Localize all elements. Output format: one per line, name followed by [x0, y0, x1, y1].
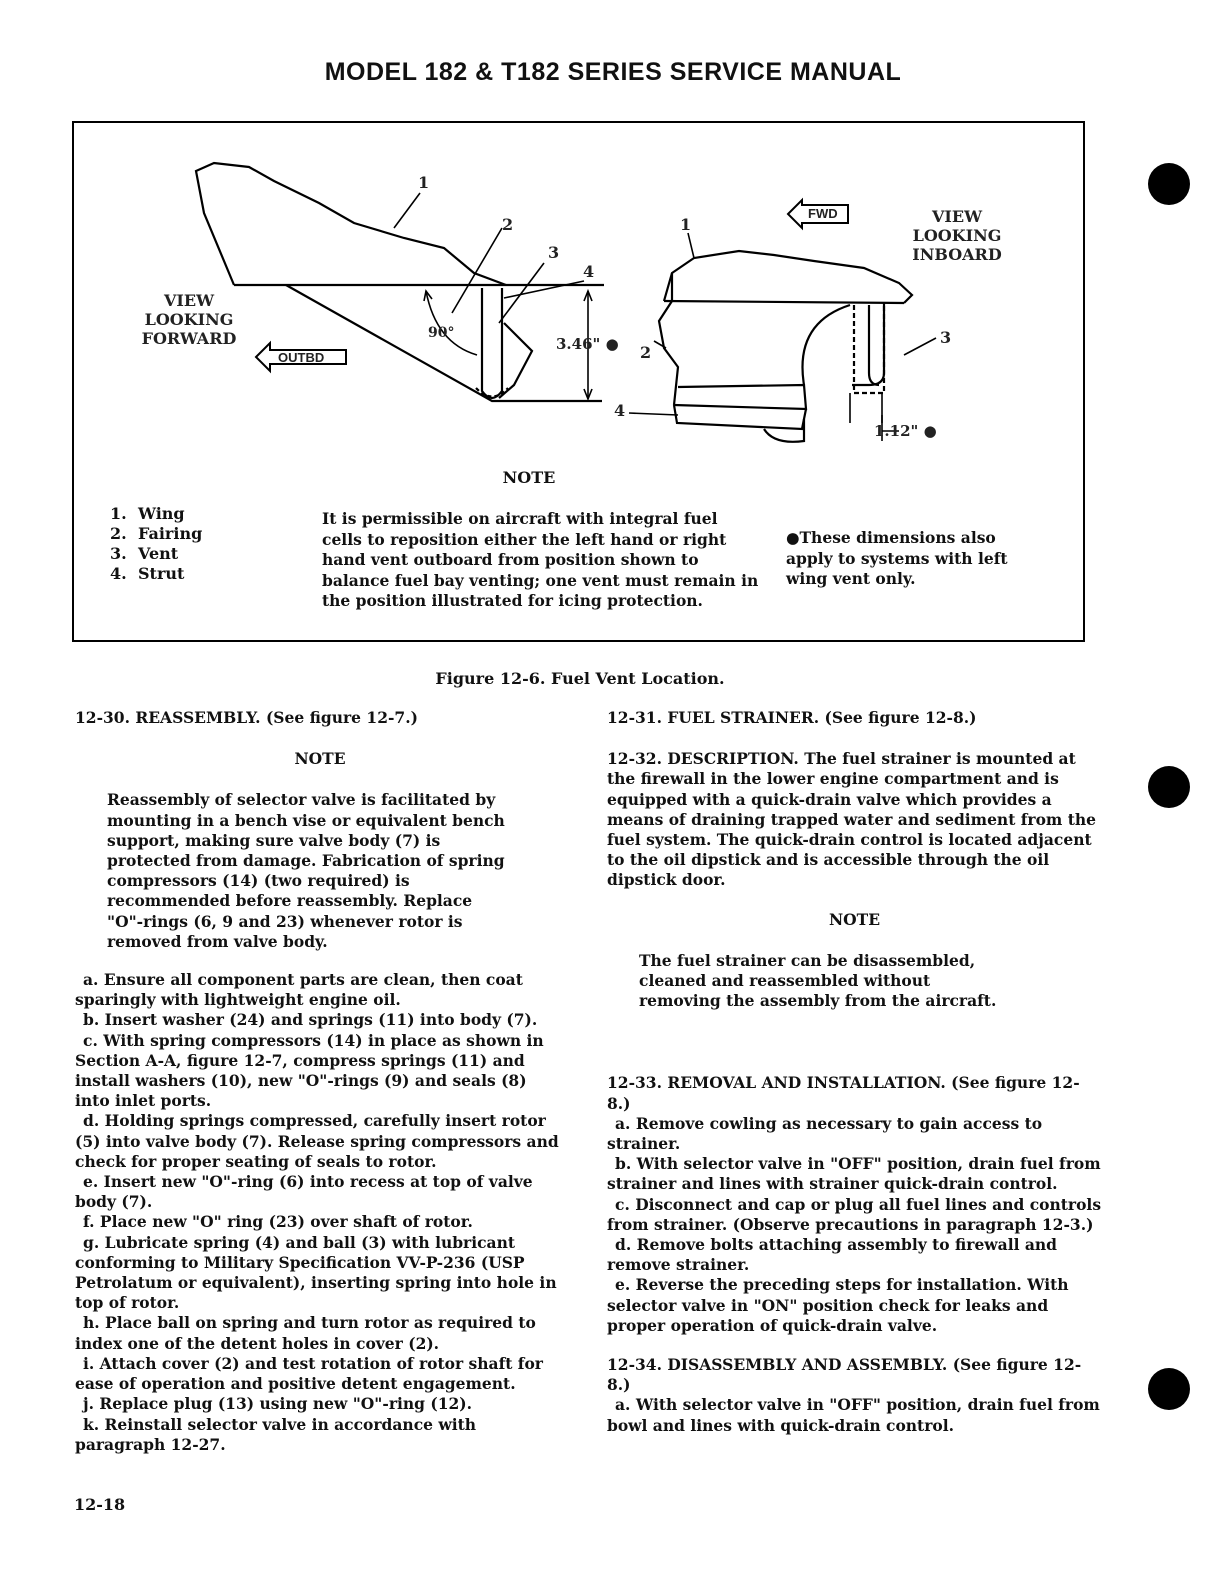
angle-label: 90°: [428, 325, 455, 341]
page-header: MODEL 182 & T182 SERIES SERVICE MANUAL: [324, 58, 902, 86]
dimension-left: 3.46" ●: [556, 335, 619, 353]
step-item: a. Remove cowling as necessary to gain access to strainer.: [607, 1113, 1043, 1154]
callout-left-2: 2: [502, 215, 514, 234]
step-list: [75, 970, 565, 1455]
note-title: NOTE: [294, 749, 346, 769]
section-heading: 12-33. REMOVAL AND INSTALLATION. (See figure 12-8.): [607, 1073, 1080, 1113]
figure-12-6: [72, 121, 1085, 642]
step-item: d. Remove bolts attaching assembly to firewall and remove strainer.: [607, 1235, 1058, 1275]
callout-right-2: 2: [640, 343, 652, 362]
section-heading: 12-34. DISASSEMBLY AND ASSEMBLY. (See figure 12-8.): [607, 1355, 1082, 1395]
binder-hole: [1148, 163, 1190, 205]
legend-item: 2. Fairing: [110, 524, 203, 543]
callout-right-3: 3: [940, 328, 952, 347]
step-item: k. Reinstall selector valve in accordance with paragraph 12-27.: [75, 1414, 477, 1454]
legend-item: 1. Wing: [110, 504, 185, 523]
step-item: e. Insert new "O"-ring (6) into recess at top of valve body (7).: [75, 1172, 533, 1212]
step-item: d. Holding springs compressed, carefully insert rotor (5) into valve body (7). Release spring compressors and check for proper seating of seals to rotor.: [75, 1111, 559, 1171]
dimension-note: ●These dimensions also apply to systems with left wing vent only.: [786, 528, 1008, 588]
step-item: a. With selector valve in "OFF" position, drain fuel from bowl and lines with quick-drain control.: [607, 1395, 1100, 1435]
wing-outline-right: [664, 251, 912, 303]
step-item: f. Place new "O" ring (23) over shaft of rotor.: [83, 1212, 473, 1232]
figure-caption: Figure 12-6. Fuel Vent Location.: [435, 669, 725, 688]
step-item: e. Reverse the preceding steps for installation. With selector valve in "ON" position check for leaks and proper operation of quick-drain valve.: [607, 1275, 1069, 1335]
step-item: c. With spring compressors (14) in place as shown in Section A-A, figure 12-7, compress springs (11) and install washers (10), new "O"-rings (9) and seals (8) into inlet ports.: [75, 1030, 544, 1111]
step-item: g. Lubricate spring (4) and ball (3) with lubricant conforming to Military Specification VV-P-236 (USP Petrolatum or equivalent), inserting spring into hole in top of rotor.: [75, 1232, 557, 1313]
disassembly-step-list: [607, 1395, 1102, 1435]
note-title: NOTE: [828, 909, 881, 929]
angle-arc: [426, 291, 477, 355]
binder-hole: [1148, 1368, 1190, 1410]
step-item: i. Attach cover (2) and test rotation of rotor shaft for ease of operation and positive detent engagement.: [75, 1353, 543, 1394]
step-item: h. Place ball on spring and turn rotor as required to index one of the detent holes in cover (2).: [75, 1313, 536, 1353]
section-heading: 12-31. FUEL STRAINER. (See figure 12-8.): [607, 708, 977, 727]
description-paragraph: 12-32. DESCRIPTION. The fuel strainer is mounted at the firewall in the lower engine compartment and is equipped with a quick-drain valve which provides a means of draining trapped water and sediment from the fuel system. The quick-drain control is located adjacent to the oil dipstick and is accessible through the oil dipstick door.: [607, 749, 1097, 890]
legend-item: 4. Strut: [110, 564, 185, 583]
left-view-label: VIEW LOOKING FORWARD: [141, 291, 237, 348]
binder-hole: [1148, 766, 1190, 808]
figure-note-text: It is permissible on aircraft with integral fuel cells to reposition either the left hand or right hand vent outboard from position shown to balance fuel bay venting; one vent must remain in the position illustrated for icing protection.: [322, 509, 759, 610]
fairing-body-right: [659, 301, 678, 405]
legend-item: 3. Vent: [110, 544, 179, 563]
step-item: b. With selector valve in "OFF" position, drain fuel from strainer and lines with strainer quick-drain control.: [607, 1154, 1101, 1194]
callout-left-1: 1: [418, 173, 430, 192]
fairing-left: [499, 323, 532, 398]
outbd-arrow-label: OUTBD: [278, 350, 325, 365]
note-text: Reassembly of selector valve is facilitated by mounting in a bench vise or equivalent bench support, making sure valve body (7) is protected from damage. Fabrication of spring compressors (14) (two required) is recommended before reassembly. Replace "O"-rings (6, 9 and 23) whenever rotor is removed from valve body.: [107, 790, 505, 951]
right-column: [607, 708, 1102, 1436]
note-text: The fuel strainer can be disassembled, cleaned and reassembled without removing the assembly from the aircraft.: [639, 950, 997, 1011]
fairing-right: [664, 301, 904, 303]
step-item: c. Disconnect and cap or plug all fuel lines and controls from strainer. (Observe precautions in paragraph 12-3.): [607, 1194, 1102, 1234]
figure-note-title: NOTE: [502, 468, 556, 487]
wing-outline-left: [196, 163, 506, 285]
step-item: a. Ensure all component parts are clean, then coat sparingly with lightweight engine oil.: [75, 970, 523, 1010]
page-number: 12-18: [74, 1495, 126, 1514]
removal-step-list: [607, 1114, 1102, 1336]
fwd-arrow-label: FWD: [808, 206, 838, 221]
step-item: b. Insert washer (24) and springs (11) into body (7).: [83, 1010, 538, 1030]
left-column: [75, 708, 565, 1455]
fairing-band: [674, 385, 806, 409]
callout-right-1: 1: [680, 215, 692, 234]
callout-left-4: 4: [583, 262, 595, 281]
callout-right-4: 4: [614, 401, 626, 420]
callout-left-3: 3: [548, 243, 560, 262]
figure-legend: [110, 504, 202, 584]
dimension-right: 1.12" ●: [874, 422, 937, 440]
right-view-label: VIEW LOOKING INBOARD: [912, 207, 1002, 264]
step-item: j. Replace plug (13) using new "O"-ring (12).: [83, 1394, 473, 1414]
strut-left: [286, 285, 602, 401]
vent-tube-left: [482, 288, 502, 398]
section-heading: 12-30. REASSEMBLY. (See figure 12-7.): [75, 708, 418, 727]
